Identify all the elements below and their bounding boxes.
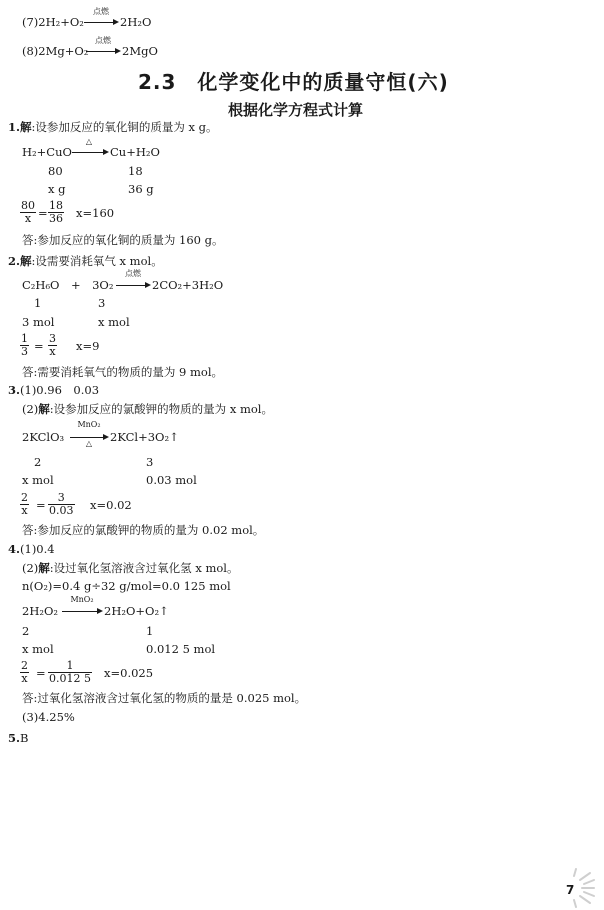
equation-7-arrow [84,22,114,23]
q2-intro-text: :设需要消耗氧气 x mol。 [31,254,163,268]
q2-ratio-1a: 1 [34,296,42,310]
q2-eq-arrowhead [145,282,151,288]
q4-eq-arrowhead [97,608,103,614]
q4-fraction-1 [20,660,29,685]
equation-7-condition: 点燃 [93,7,109,16]
q4-ratio-2a: x mol [22,642,54,656]
q3-part2-head: 解 [38,402,50,416]
q1-ratio-2b: 36 g [128,182,154,196]
q3-ratio-2b: 0.03 mol [146,473,197,487]
q1-eq-arrow [72,152,104,153]
q2-eq-arrow [116,285,146,286]
q1-fraction-2-num: 18 [49,199,63,212]
q2-fraction-1-den: 3 [21,345,28,358]
q4-fraction-2-den: 0.012 5 [49,672,91,685]
q3-fraction-1-num: 2 [21,491,28,504]
q3-eq-condition-bottom: △ [85,439,93,448]
q3-equals: = [36,498,46,512]
q3-eq-condition-top: MnO₂ [77,420,101,429]
q4-equals: = [36,666,46,680]
q4-fraction-2-num: 1 [48,660,92,673]
q1-fraction-1-den: x [24,212,32,225]
q2-fraction-2 [48,333,57,358]
q2-ratio-1b: 3 [98,296,106,310]
page-number: 7 [566,883,575,897]
q4-eq-right: 2H₂O+O₂↑ [104,604,169,618]
q1-fraction-2 [48,200,64,225]
section-subtitle: 根据化学方程式计算 [228,101,364,119]
q1-intro-text: :设参加反应的氧化铜的质量为 x g。 [31,120,218,134]
q4-fraction-2 [48,660,92,685]
q2-eq-condition: 点燃 [125,269,141,278]
q4-calc: n(O₂)=0.4 g÷32 g/mol=0.0 125 mol [22,579,231,593]
section-title: 2.3 化学变化中的质量守恒(六) [138,70,449,94]
q3-ratio-2a: x mol [22,473,54,487]
q2-eq-left: C₂H₆O + 3O₂ [22,278,114,292]
q2-number: 2. [8,254,21,268]
q1-eq-left: H₂+CuO [22,145,72,159]
q3-part1 [8,383,99,397]
q3-part2-label: (2) [22,402,39,416]
q4-eq-arrow [62,611,98,612]
q3-fraction-2-den: 0.03 [49,504,74,517]
q3-fraction-2-num: 3 [48,492,75,505]
q3-part2-intro-text: :设参加反应的氯酸钾的物质的量为 x mol。 [49,402,273,416]
q1-intro [8,120,218,134]
q3-ratio-1b: 3 [146,455,154,469]
q3-result: x=0.02 [90,498,132,512]
q4-part2-intro [22,561,238,575]
q3-fraction-1 [20,492,29,517]
q4-result: x=0.025 [104,666,154,680]
q3-number: 3. [8,383,21,397]
q3-fraction-1-den: x [21,504,28,517]
equation-7-left: (7)2H₂+O₂ [22,15,84,29]
q1-fraction-1-num: 80 [21,199,35,212]
q2-eq-right: 2CO₂+3H₂O [152,278,224,292]
q4-eq-condition-top: MnO₂ [70,595,94,604]
q1-eq-condition: △ [85,137,93,146]
q1-fraction-2-den: 36 [49,212,63,225]
equation-7-right: 2H₂O [120,15,152,29]
q4-part3: (3)4.25% [22,710,75,724]
q3-answer: 答:参加反应的氯酸钾的物质的量为 0.02 mol。 [22,523,265,537]
q4-eq-left: 2H₂O₂ [22,604,58,618]
q2-equals: = [34,339,44,353]
equation-8-condition: 点燃 [95,36,111,45]
q1-ratio-1b: 18 [128,164,143,178]
q5-answer: B [20,731,29,745]
q4-ratio-2b: 0.012 5 mol [146,642,216,656]
q2-fraction-2-den: x [49,345,56,358]
q3-part2-intro [22,402,273,416]
q1-number: 1. [8,120,21,134]
q1-head: 解 [20,120,32,134]
q3-eq-left: 2KClO₃ [22,430,65,444]
q4-number: 4. [8,542,21,556]
q1-eq-arrowhead [103,149,109,155]
q2-answer: 答:需要消耗氧气的物质的量为 9 mol。 [22,365,224,379]
equation-8-arrow [86,51,116,52]
q1-eq-right: Cu+H₂O [110,145,160,159]
q4-part1 [8,542,55,556]
q5 [8,731,28,745]
q1-fraction-1 [20,200,36,225]
q1-ratio-2a: x g [48,182,66,196]
q2-ratio-2b: x mol [98,315,130,329]
q1-ratio-1a: 80 [48,164,63,178]
q2-fraction-1 [20,333,29,358]
q4-part1-text: (1)0.4 [20,542,55,556]
q1-result: x=160 [76,206,115,220]
q2-fraction-1-num: 1 [21,332,28,345]
q3-ratio-1a: 2 [34,455,42,469]
q1-equals: = [38,206,48,220]
q1-answer: 答:参加反应的氧化铜的质量为 160 g。 [22,233,224,247]
equation-7-arrowhead [113,19,119,25]
equation-7 [22,15,84,29]
q4-fraction-1-den: x [21,672,28,685]
q4-part2-label: (2) [22,561,39,575]
q2-ratio-2a: 3 mol [22,315,55,329]
q4-ratio-1a: 2 [22,624,30,638]
equation-8-arrowhead [115,48,121,54]
q4-answer: 答:过氧化氢溶液含过氧化氢的物质的量是 0.025 mol。 [22,691,307,705]
q2-fraction-2-num: 3 [49,332,56,345]
q4-fraction-1-num: 2 [21,659,28,672]
q4-ratio-1b: 1 [146,624,154,638]
q4-part2-head: 解 [38,561,50,575]
q2-result: x=9 [76,339,100,353]
q4-part2-intro-text: :设过氧化氢溶液含过氧化氢 x mol。 [49,561,239,575]
q3-eq-right: 2KCl+3O₂↑ [110,430,179,444]
q3-part1-text: (1)0.96 0.03 [20,383,100,397]
q2-intro [8,254,163,268]
q3-fraction-2 [48,492,75,517]
equation-8-left: (8)2Mg+O₂ [22,44,89,58]
equation-8-right: 2MgO [122,44,158,58]
q5-number: 5. [8,731,21,745]
q2-head: 解 [20,254,32,268]
q3-eq-arrow [70,437,104,438]
